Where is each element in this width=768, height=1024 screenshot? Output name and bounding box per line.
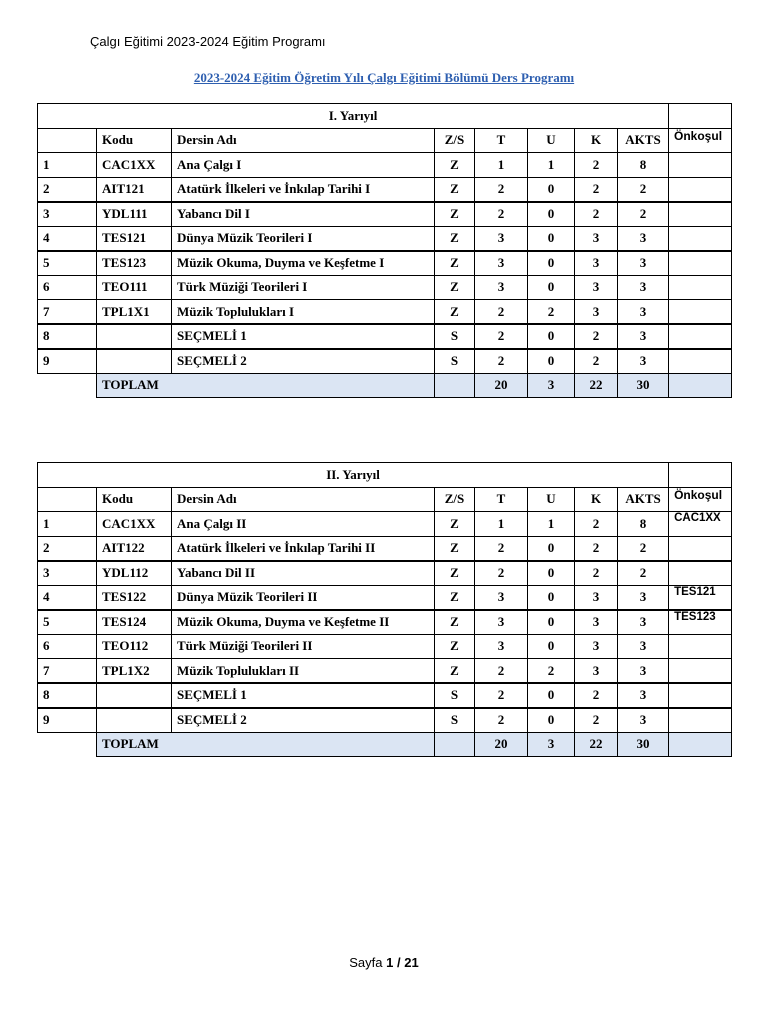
header-ders: Dersin Adı <box>172 487 435 512</box>
course-ders: Müzik Toplulukları I <box>172 300 435 325</box>
course-kodu: TEO111 <box>97 275 172 300</box>
header-onkosul: Önkoşul <box>669 128 732 153</box>
document-header: Çalgı Eğitimi 2023-2024 Eğitim Programı <box>90 34 326 49</box>
course-ders: Müzik Toplulukları II <box>172 659 435 684</box>
course-no: 6 <box>38 275 97 300</box>
semester-title: II. Yarıyıl <box>38 463 669 488</box>
course-no: 1 <box>38 512 97 537</box>
course-akts: 2 <box>618 202 669 227</box>
course-row <box>38 512 732 537</box>
course-row <box>38 659 732 684</box>
course-ders: Ana Çalgı I <box>172 153 435 178</box>
course-t: 3 <box>475 275 528 300</box>
course-row <box>38 251 732 276</box>
course-t: 2 <box>475 202 528 227</box>
course-row <box>38 536 732 561</box>
course-zs: Z <box>435 561 475 586</box>
total-blank-cell <box>38 732 97 757</box>
course-no: 5 <box>38 251 97 276</box>
total-row <box>38 373 732 398</box>
course-no: 4 <box>38 585 97 610</box>
course-u: 2 <box>528 300 575 325</box>
course-k: 2 <box>575 708 618 733</box>
header-no-cell <box>38 487 97 512</box>
course-onkosul <box>669 275 732 300</box>
page-footer <box>0 955 768 970</box>
course-k: 2 <box>575 683 618 708</box>
total-k: 22 <box>575 373 618 398</box>
header-t: T <box>475 487 528 512</box>
course-no: 7 <box>38 300 97 325</box>
course-u: 0 <box>528 585 575 610</box>
total-akts: 30 <box>618 373 669 398</box>
header-kodu: Kodu <box>97 128 172 153</box>
course-t: 2 <box>475 300 528 325</box>
course-kodu: TEO112 <box>97 634 172 659</box>
course-row <box>38 324 732 349</box>
course-zs: S <box>435 324 475 349</box>
course-k: 2 <box>575 202 618 227</box>
title-row-empty-cell <box>669 463 732 488</box>
course-ders: Yabancı Dil I <box>172 202 435 227</box>
course-kodu <box>97 324 172 349</box>
course-akts: 3 <box>618 226 669 251</box>
course-row <box>38 708 732 733</box>
course-u: 0 <box>528 561 575 586</box>
course-no: 1 <box>38 153 97 178</box>
course-k: 3 <box>575 610 618 635</box>
course-u: 0 <box>528 349 575 374</box>
column-header-row <box>38 487 732 512</box>
semester-table-2 <box>37 462 732 757</box>
column-header-row <box>38 128 732 153</box>
total-t: 20 <box>475 732 528 757</box>
course-no: 2 <box>38 536 97 561</box>
course-zs: Z <box>435 300 475 325</box>
course-t: 1 <box>475 512 528 537</box>
course-u: 0 <box>528 324 575 349</box>
course-zs: S <box>435 349 475 374</box>
header-u: U <box>528 487 575 512</box>
course-no: 3 <box>38 561 97 586</box>
course-ders: Atatürk İlkeleri ve İnkılap Tarihi I <box>172 177 435 202</box>
course-ders: Atatürk İlkeleri ve İnkılap Tarihi II <box>172 536 435 561</box>
course-t: 2 <box>475 561 528 586</box>
document-title: 2023-2024 Eğitim Öğretim Yılı Çalgı Eğitimi Bölümü Ders Programı <box>193 70 575 85</box>
total-u: 3 <box>528 732 575 757</box>
course-ders: Müzik Okuma, Duyma ve Keşfetme I <box>172 251 435 276</box>
course-row <box>38 177 732 202</box>
course-t: 3 <box>475 251 528 276</box>
course-u: 0 <box>528 202 575 227</box>
course-t: 2 <box>475 536 528 561</box>
course-t: 2 <box>475 683 528 708</box>
course-t: 3 <box>475 585 528 610</box>
course-akts: 3 <box>618 708 669 733</box>
course-kodu: YDL111 <box>97 202 172 227</box>
course-kodu: CAC1XX <box>97 153 172 178</box>
course-zs: S <box>435 683 475 708</box>
course-row <box>38 561 732 586</box>
course-t: 2 <box>475 659 528 684</box>
course-k: 2 <box>575 536 618 561</box>
header-k: K <box>575 487 618 512</box>
course-akts: 2 <box>618 536 669 561</box>
course-row <box>38 202 732 227</box>
course-u: 0 <box>528 536 575 561</box>
semester-title: I. Yarıyıl <box>38 104 669 129</box>
course-kodu: AIT121 <box>97 177 172 202</box>
footer-separator: / <box>397 955 401 970</box>
course-ders: Yabancı Dil II <box>172 561 435 586</box>
header-zs: Z/S <box>435 487 475 512</box>
course-no: 5 <box>38 610 97 635</box>
total-zs <box>435 732 475 757</box>
course-akts: 3 <box>618 634 669 659</box>
course-row <box>38 153 732 178</box>
course-akts: 2 <box>618 177 669 202</box>
course-no: 9 <box>38 708 97 733</box>
course-akts: 3 <box>618 251 669 276</box>
header-no-cell <box>38 128 97 153</box>
course-k: 2 <box>575 153 618 178</box>
course-kodu: TPL1X1 <box>97 300 172 325</box>
course-k: 2 <box>575 324 618 349</box>
course-k: 2 <box>575 512 618 537</box>
course-k: 3 <box>575 659 618 684</box>
course-kodu: TES121 <box>97 226 172 251</box>
course-u: 0 <box>528 226 575 251</box>
course-ders: SEÇMELİ 2 <box>172 708 435 733</box>
course-k: 2 <box>575 349 618 374</box>
course-onkosul <box>669 349 732 374</box>
total-akts: 30 <box>618 732 669 757</box>
course-kodu: TES123 <box>97 251 172 276</box>
course-no: 2 <box>38 177 97 202</box>
course-onkosul <box>669 561 732 586</box>
total-blank-cell <box>38 373 97 398</box>
course-t: 3 <box>475 226 528 251</box>
total-zs <box>435 373 475 398</box>
course-ders: Ana Çalgı II <box>172 512 435 537</box>
course-onkosul <box>669 634 732 659</box>
course-zs: Z <box>435 153 475 178</box>
course-u: 1 <box>528 153 575 178</box>
course-u: 0 <box>528 275 575 300</box>
course-no: 6 <box>38 634 97 659</box>
total-row <box>38 732 732 757</box>
course-ders: Müzik Okuma, Duyma ve Keşfetme II <box>172 610 435 635</box>
course-no: 8 <box>38 324 97 349</box>
course-zs: Z <box>435 177 475 202</box>
course-u: 0 <box>528 708 575 733</box>
total-u: 3 <box>528 373 575 398</box>
course-onkosul <box>669 536 732 561</box>
course-zs: Z <box>435 226 475 251</box>
course-kodu <box>97 683 172 708</box>
header-kodu: Kodu <box>97 487 172 512</box>
course-k: 3 <box>575 275 618 300</box>
course-akts: 3 <box>618 324 669 349</box>
course-zs: Z <box>435 610 475 635</box>
course-kodu <box>97 349 172 374</box>
course-akts: 8 <box>618 153 669 178</box>
course-zs: Z <box>435 251 475 276</box>
course-no: 4 <box>38 226 97 251</box>
course-kodu: YDL112 <box>97 561 172 586</box>
course-row <box>38 585 732 610</box>
course-k: 2 <box>575 177 618 202</box>
course-onkosul <box>669 683 732 708</box>
course-ders: SEÇMELİ 2 <box>172 349 435 374</box>
course-ders: Türk Müziği Teorileri II <box>172 634 435 659</box>
course-u: 0 <box>528 634 575 659</box>
header-akts: AKTS <box>618 128 669 153</box>
course-u: 0 <box>528 610 575 635</box>
course-onkosul: CAC1XX <box>669 512 732 537</box>
course-onkosul <box>669 153 732 178</box>
total-label: TOPLAM <box>97 373 435 398</box>
course-t: 2 <box>475 349 528 374</box>
course-t: 1 <box>475 153 528 178</box>
course-akts: 8 <box>618 512 669 537</box>
course-zs: Z <box>435 536 475 561</box>
header-akts: AKTS <box>618 487 669 512</box>
total-label: TOPLAM <box>97 732 435 757</box>
course-u: 1 <box>528 512 575 537</box>
course-k: 3 <box>575 634 618 659</box>
course-k: 3 <box>575 251 618 276</box>
course-row <box>38 275 732 300</box>
course-zs: Z <box>435 275 475 300</box>
course-k: 2 <box>575 561 618 586</box>
course-onkosul: TES121 <box>669 585 732 610</box>
course-onkosul <box>669 177 732 202</box>
course-onkosul <box>669 659 732 684</box>
course-t: 2 <box>475 177 528 202</box>
course-akts: 3 <box>618 300 669 325</box>
footer-page-number: 1 <box>386 955 394 970</box>
course-akts: 3 <box>618 349 669 374</box>
total-onkosul <box>669 732 732 757</box>
course-akts: 3 <box>618 585 669 610</box>
header-t: T <box>475 128 528 153</box>
course-no: 8 <box>38 683 97 708</box>
course-kodu: CAC1XX <box>97 512 172 537</box>
header-u: U <box>528 128 575 153</box>
course-k: 3 <box>575 300 618 325</box>
header-ders: Dersin Adı <box>172 128 435 153</box>
course-zs: Z <box>435 585 475 610</box>
course-ders: Dünya Müzik Teorileri II <box>172 585 435 610</box>
total-t: 20 <box>475 373 528 398</box>
course-akts: 3 <box>618 659 669 684</box>
course-kodu: AIT122 <box>97 536 172 561</box>
semester-title-row <box>38 104 732 129</box>
course-ders: SEÇMELİ 1 <box>172 324 435 349</box>
footer-page-total: 21 <box>404 955 419 970</box>
course-kodu: TES124 <box>97 610 172 635</box>
header-onkosul: Önkoşul <box>669 487 732 512</box>
course-zs: S <box>435 708 475 733</box>
footer-prefix: Sayfa <box>349 955 383 970</box>
course-kodu <box>97 708 172 733</box>
course-t: 2 <box>475 324 528 349</box>
course-onkosul <box>669 300 732 325</box>
course-ders: Dünya Müzik Teorileri I <box>172 226 435 251</box>
course-ders: SEÇMELİ 1 <box>172 683 435 708</box>
course-onkosul: TES123 <box>669 610 732 635</box>
course-no: 9 <box>38 349 97 374</box>
course-ders: Türk Müziği Teorileri I <box>172 275 435 300</box>
course-u: 0 <box>528 251 575 276</box>
course-u: 2 <box>528 659 575 684</box>
total-k: 22 <box>575 732 618 757</box>
course-t: 3 <box>475 610 528 635</box>
header-k: K <box>575 128 618 153</box>
course-u: 0 <box>528 683 575 708</box>
course-u: 0 <box>528 177 575 202</box>
course-zs: Z <box>435 512 475 537</box>
course-akts: 3 <box>618 683 669 708</box>
course-row <box>38 610 732 635</box>
course-zs: Z <box>435 202 475 227</box>
header-zs: Z/S <box>435 128 475 153</box>
course-k: 3 <box>575 585 618 610</box>
course-no: 3 <box>38 202 97 227</box>
semester-table-1 <box>37 103 732 398</box>
course-onkosul <box>669 324 732 349</box>
course-zs: Z <box>435 659 475 684</box>
course-kodu: TPL1X2 <box>97 659 172 684</box>
semester-title-row <box>38 463 732 488</box>
title-row-empty-cell <box>669 104 732 129</box>
course-k: 3 <box>575 226 618 251</box>
course-row <box>38 300 732 325</box>
course-row <box>38 349 732 374</box>
course-row <box>38 634 732 659</box>
course-t: 2 <box>475 708 528 733</box>
course-onkosul <box>669 226 732 251</box>
course-row <box>38 683 732 708</box>
course-akts: 3 <box>618 610 669 635</box>
course-onkosul <box>669 708 732 733</box>
total-onkosul <box>669 373 732 398</box>
course-kodu: TES122 <box>97 585 172 610</box>
course-onkosul <box>669 202 732 227</box>
course-akts: 2 <box>618 561 669 586</box>
course-akts: 3 <box>618 275 669 300</box>
course-zs: Z <box>435 634 475 659</box>
course-onkosul <box>669 251 732 276</box>
course-no: 7 <box>38 659 97 684</box>
course-row <box>38 226 732 251</box>
course-t: 3 <box>475 634 528 659</box>
